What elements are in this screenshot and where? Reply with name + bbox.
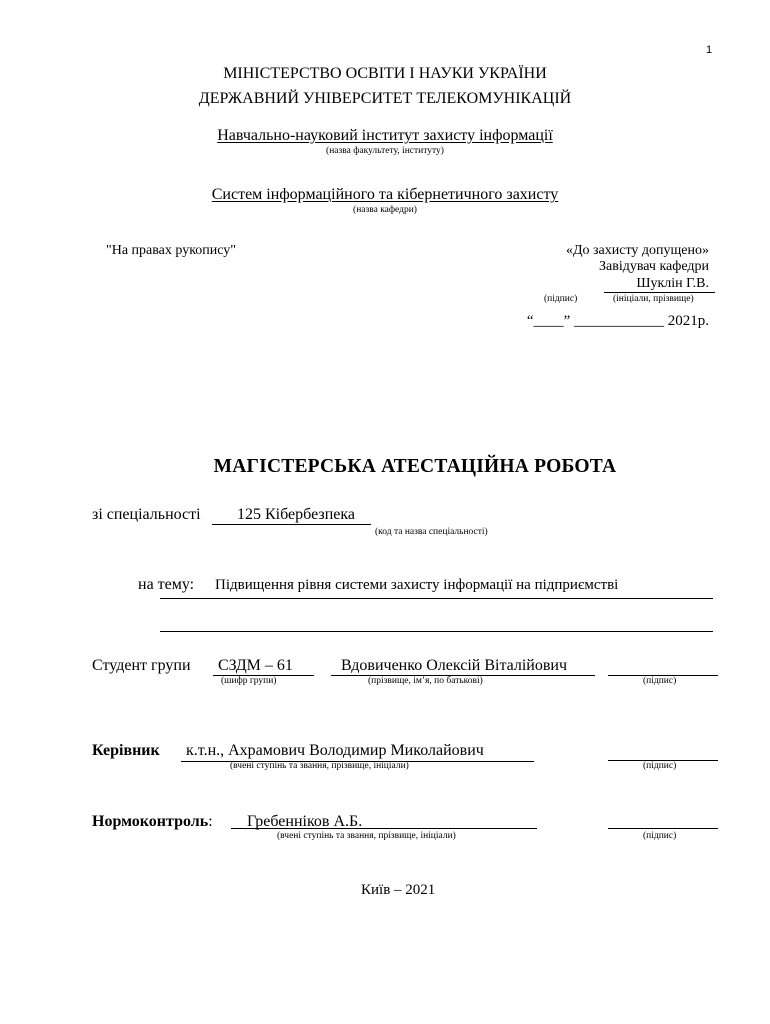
- student-group-caption: (шифр групи): [221, 676, 277, 686]
- normcontrol-label: Нормоконтроль: [92, 813, 209, 830]
- head-signature-caption: (підпис): [544, 294, 578, 304]
- supervisor-value: к.т.н., Ахрамович Володимир Миколайович: [186, 742, 484, 759]
- department-name: Систем інформаційного та кібернетичного захисту: [211, 186, 559, 203]
- head-initials-caption: (ініціали, прізвище): [613, 294, 694, 304]
- topic-underline-2: [160, 631, 713, 632]
- student-name-caption: (прізвище, ім’я, по батькові): [368, 676, 483, 686]
- manuscript-note: "На правах рукопису": [106, 243, 237, 258]
- supervisor-caption: (вчені ступінь та звання, прізвище, ініціали): [230, 761, 409, 771]
- student-name: Вдовиченко Олексій Віталійович: [341, 657, 568, 674]
- city-year: Київ – 2021: [361, 882, 436, 898]
- normcontrol-signature-line: [608, 828, 718, 829]
- specialty-caption: (код та назва спеціальності): [375, 527, 488, 537]
- student-label: Студент групи: [92, 657, 191, 674]
- admission-note: «До захисту допущено»: [565, 243, 709, 258]
- head-of-department-name: Шуклін Г.В.: [636, 276, 709, 291]
- topic-label: на тему:: [138, 576, 195, 593]
- normcontrol-caption: (вчені ступінь та звання, прізвище, ініціали): [277, 831, 456, 841]
- university-name: ДЕРЖАВНИЙ УНІВЕРСИТЕТ ТЕЛЕКОМУНІКАЦІЙ: [198, 90, 572, 107]
- normcontrol-colon: :: [208, 813, 213, 830]
- specialty-value: 125 Кібербезпека: [237, 506, 355, 523]
- specialty-underline: [212, 524, 371, 525]
- topic-value: Підвищення рівня системи захисту інформації на підприємстві: [215, 577, 619, 593]
- student-signature-caption: (підпис): [643, 676, 677, 686]
- normcontrol-value: Гребенніков А.Б.: [247, 813, 363, 830]
- approval-date-line: “____” ____________ 2021р.: [526, 313, 709, 329]
- head-signature-line: [604, 292, 715, 293]
- normcontrol-label-row: [92, 813, 213, 831]
- ministry-name: МІНІСТЕРСТВО ОСВІТИ І НАУКИ УКРАЇНИ: [223, 65, 547, 82]
- institute-caption: (назва факультету, інституту): [326, 146, 444, 156]
- department-caption: (назва кафедри): [353, 205, 417, 215]
- work-title: МАГІСТЕРСЬКА АТЕСТАЦІЙНА РОБОТА: [213, 456, 617, 477]
- topic-underline-1: [160, 598, 713, 599]
- student-group: СЗДМ – 61: [218, 657, 293, 674]
- specialty-label: зі спеціальності: [92, 506, 201, 523]
- normcontrol-signature-caption: (підпис): [643, 831, 677, 841]
- head-of-department-title: Завідувач кафедри: [599, 259, 709, 274]
- supervisor-signature-caption: (підпис): [643, 761, 677, 771]
- institute-name: Навчально-науковий інститут захисту інформації: [217, 127, 553, 144]
- page-number: 1: [706, 44, 713, 56]
- supervisor-label: Керівник: [92, 742, 160, 759]
